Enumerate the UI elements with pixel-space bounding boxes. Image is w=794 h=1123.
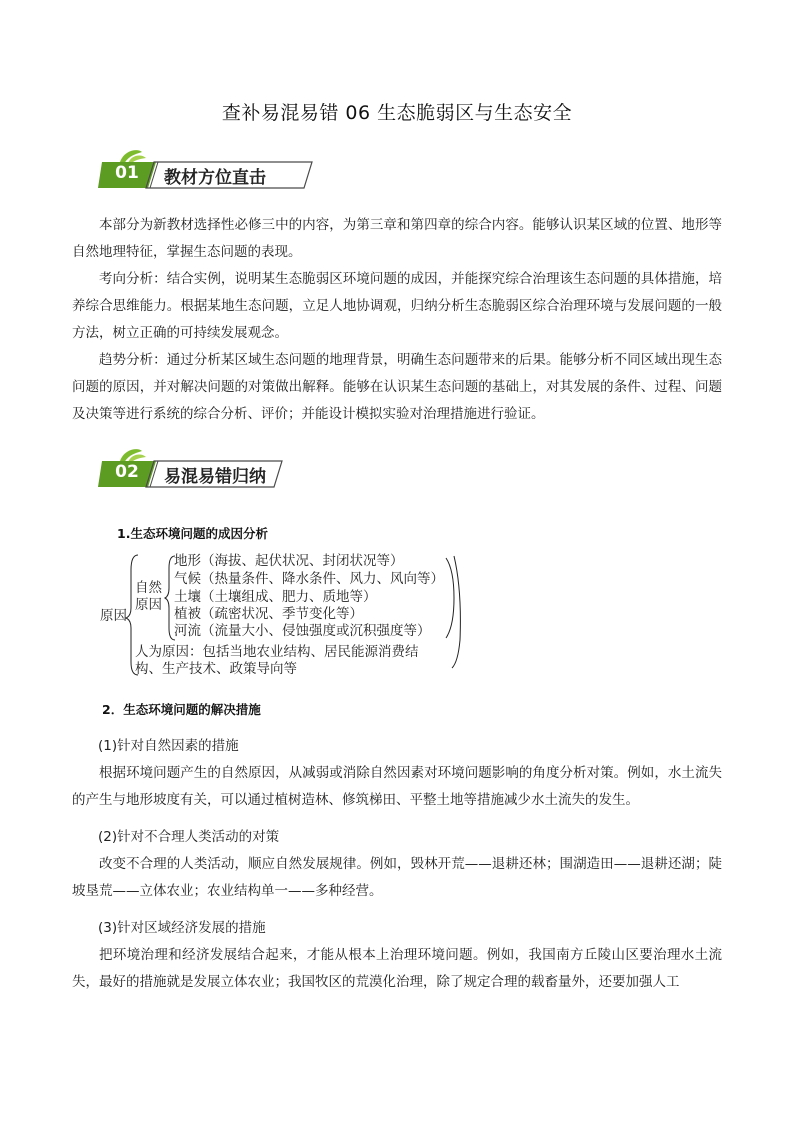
section-label: 教材方位直击: [164, 168, 266, 188]
section-label: 易混易错归纳: [164, 467, 266, 487]
intro-paragraph: 趋势分析：通过分析某区域生态问题的地理背景，明确生态问题带来的后果。能够分析不同区域出现生态问题的原因，并对解决问题的对策做出解释。能够在认识某生态问题的基础上，对其发展的条件、过程、问题及决策等进行系统的综合分析、评价；并能设计模拟实验对治理措施进行验证。: [72, 352, 722, 422]
diagram-natural-label: 原因: [135, 597, 162, 613]
heading-causes: 1.生态环境问题的成因分析: [117, 526, 268, 541]
section-number: 02: [115, 462, 139, 482]
heading-measures: 2．生态环境问题的解决措施: [102, 702, 261, 717]
diagram-human-cause: 人为原因：包括当地农业结构、居民能源消费结: [135, 644, 419, 660]
subheading: (2)针对不合理人类活动的对策: [98, 829, 280, 845]
diagram-natural-item: 土壤（土壤组成、肥力、质地等）: [174, 589, 377, 605]
intro-paragraph: 考向分析：结合实例，说明某生态脆弱区环境问题的成因，并能探究综合治理该生态问题的具体措施，培养综合思维能力。根据某地生态问题，立足人地协调观，归纳分析生态脆弱区综合治理环境与发展问题的一般方法，树立正确的可持续发展观念。: [72, 271, 722, 341]
section-banner-01: [98, 148, 318, 192]
diagram-natural-label: 自然: [135, 580, 162, 596]
section-banner-02: [98, 447, 318, 491]
section-number: 01: [115, 163, 139, 183]
subheading: (1)针对自然因素的措施: [98, 738, 239, 754]
diagram-natural-item: 气候（热量条件、降水条件、风力、风向等）: [174, 571, 444, 587]
body-paragraph: 改变不合理的人类活动，顺应自然发展规律。例如，毁林开荒——退耕还林；围湖造田——退耕还湖；陡坡垦荒——立体农业；农业结构单一——多种经营。: [72, 856, 722, 899]
cause-diagram: [98, 550, 478, 680]
diagram-human-cause: 构、生产技术、政策导向等: [135, 661, 297, 677]
intro-paragraph: 本部分为新教材选择性必修三中的内容，为第三章和第四章的综合内容。能够认识某区域的位置、地形等自然地理特征，掌握生态问题的表现。: [72, 217, 722, 260]
diagram-natural-item: 植被（疏密状况、季节变化等）: [174, 606, 363, 622]
page-title: 查补易混易错 06 生态脆弱区与生态安全: [221, 102, 573, 124]
body-paragraph: 根据环境问题产生的自然原因，从减弱或消除自然因素对环境问题影响的角度分析对策。例如，水土流失的产生与地形坡度有关，可以通过植树造林、修筑梯田、平整土地等措施减少水土流失的发生。: [72, 765, 722, 808]
body-paragraph: 把环境治理和经济发展结合起来，才能从根本上治理环境问题。例如，我国南方丘陵山区要治理水土流失，最好的措施就是发展立体农业；我国牧区的荒漠化治理，除了规定合理的载畜量外，还要加强人工: [72, 947, 722, 990]
subheading: (3)针对区域经济发展的措施: [98, 920, 266, 936]
diagram-root: 原因: [100, 608, 127, 624]
diagram-natural-item: 河流（流量大小、侵蚀强度或沉积强度等）: [174, 623, 431, 639]
diagram-natural-item: 地形（海拔、起伏状况、封闭状况等）: [174, 553, 404, 569]
